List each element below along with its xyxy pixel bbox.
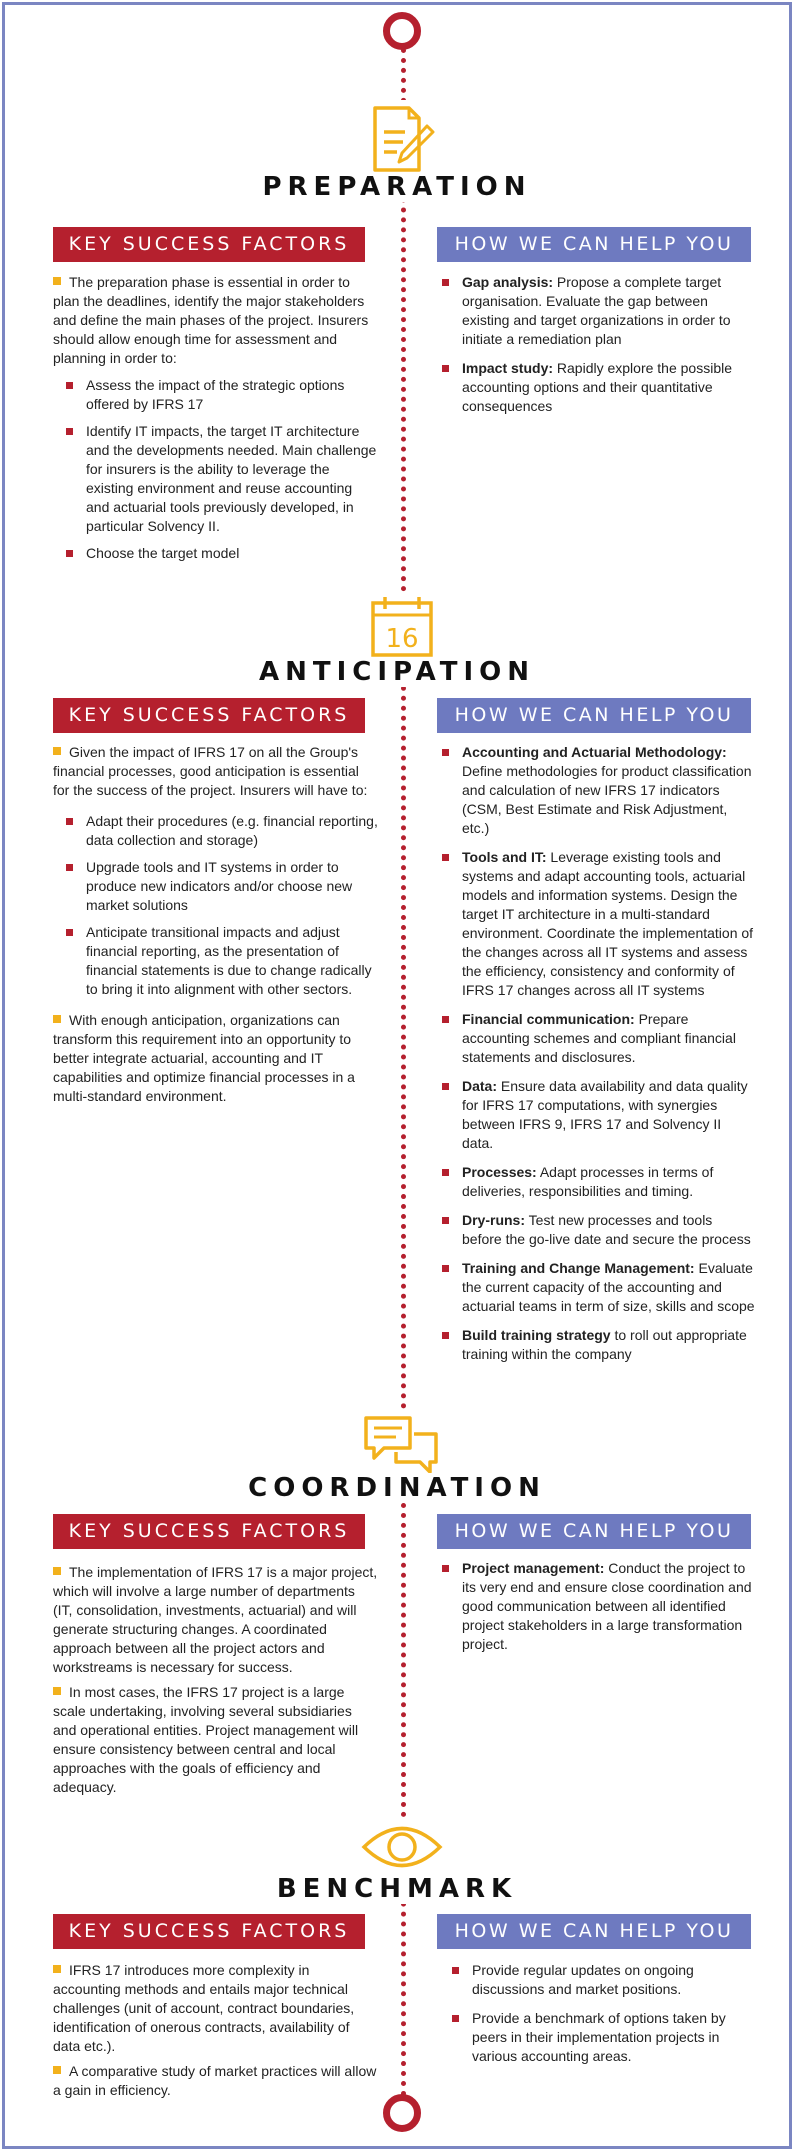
list-item: Data: Ensure data availability and data quality for IFRS 17 computations, with synergies between IFRS 9, IFRS 17 and Solvency II data. xyxy=(440,1077,755,1153)
section-title-coordination: COORDINATION xyxy=(0,1473,794,1503)
list-item: Dry-runs: Test new processes and tools before the go-live date and secure the process xyxy=(440,1211,755,1249)
ksf-header-anticipation: KEY SUCCESS FACTORS xyxy=(53,698,365,733)
list-item: Processes: Adapt processes in terms of deliveries, responsibilities and timing. xyxy=(440,1163,755,1201)
section-title-anticipation: ANTICIPATION xyxy=(0,657,794,687)
list-item: Adapt their procedures (e.g. financial reporting, data collection and storage) xyxy=(53,812,378,850)
list-item: Choose the target model xyxy=(53,544,378,563)
list-item: Assess the impact of the strategic options offered by IFRS 17 xyxy=(53,376,378,414)
bullet-square xyxy=(53,1687,61,1695)
list-item: Build training strategy to roll out appropriate training within the company xyxy=(440,1326,755,1364)
help-coordination xyxy=(440,1559,755,1664)
bullet-square xyxy=(53,2066,61,2074)
section-title-preparation: PREPARATION xyxy=(0,172,794,202)
ksf-header-preparation: KEY SUCCESS FACTORS xyxy=(53,227,365,262)
bullet-square xyxy=(53,277,61,285)
list-item: Project management: Conduct the project to its very end and ensure close coordination and good communication between all identified project stakeholders in a large transformation project. xyxy=(440,1559,755,1654)
list-item: Impact study: Rapidly explore the possible accounting options and their quantitative consequences xyxy=(440,359,755,416)
ksf-coordination: The implementation of IFRS 17 is a major project, which will involve a large number of departments (IT, consolidation, investments, actuarial) and will generate structuring changes. A coordinated approach between all the project actors and workstreams is necessary for success. In most cases, the IFRS 17 project is a large scale undertaking, involving several subsidiaries and operational entities. Project management will ensure consistency between central and local approaches with the goals of efficiency and adequacy. xyxy=(53,1564,378,1795)
list-item: Upgrade tools and IT systems in order to produce new indicators and/or choose new market solutions xyxy=(53,858,378,915)
chat-bubbles-icon xyxy=(362,1412,442,1477)
section-title-benchmark: BENCHMARK xyxy=(0,1874,794,1904)
bullet-square xyxy=(53,1567,61,1575)
help-benchmark xyxy=(450,1961,755,2076)
bullet-square xyxy=(53,1015,61,1023)
help-header-anticipation: HOW WE CAN HELP YOU xyxy=(437,698,751,733)
help-header-preparation: HOW WE CAN HELP YOU xyxy=(437,227,751,262)
help-anticipation xyxy=(440,743,755,1374)
list-item: Tools and IT: Leverage existing tools and systems and adapt accounting tools, actuarial models and information systems. Design the target IT architecture in a multi-standard environment. Coordinate the implementation of the changes across all IT systems and assess the efficiency, consistency and conformity of IFRS 17 changes across all IT systems xyxy=(440,848,755,1000)
list-item: Financial communication: Prepare accounting schemes and compliant financial statements and disclosures. xyxy=(440,1010,755,1067)
help-header-benchmark: HOW WE CAN HELP YOU xyxy=(437,1914,751,1949)
help-preparation xyxy=(440,273,755,426)
document-pen-icon xyxy=(365,100,440,180)
list-item: Provide regular updates on ongoing discussions and market positions. xyxy=(450,1961,755,1999)
timeline-start-ring xyxy=(383,12,421,50)
ksf-header-benchmark: KEY SUCCESS FACTORS xyxy=(53,1914,365,1949)
list-item: Training and Change Management: Evaluate the current capacity of the accounting and actuarial teams in term of size, skills and scope xyxy=(440,1259,755,1316)
help-header-coordination: HOW WE CAN HELP YOU xyxy=(437,1514,751,1549)
eye-icon xyxy=(360,1818,444,1876)
ksf-benchmark: IFRS 17 introduces more complexity in accounting methods and entails major technical challenges (unit of account, contract boundaries, identification of onerous contracts, availability of data etc.). A comparative study of market practices will allow a gain in efficiency. xyxy=(53,1962,377,2098)
ksf-anticipation: Given the impact of IFRS 17 on all the Group's financial processes, good anticipation is essential for the success of the project. Insurers will have to: Adapt their procedures (e.g. financial reporting, data collection and storage) Upgrade tools and IT systems in order to produce new indicators and/or choose new market solutions Anticipate transitional impacts and adjust financial reporting, as the presentation of financial statements is due to change radically to bring it into alignment with other sectors. With enough anticipation, organizations can transform this requirement into an opportunity to better integrate actuarial, accounting and IT capabilities and optimize financial processes in a multi-standard environment. xyxy=(53,744,378,1104)
bullet-square xyxy=(53,1965,61,1973)
list-item: Accounting and Actuarial Methodology: Define methodologies for product classification and calculation of new IFRS 17 indicators (CSM, Best Estimate and Risk Adjustment, etc.) xyxy=(440,743,755,838)
svg-text:16: 16 xyxy=(385,624,419,654)
timeline-dotted-line xyxy=(401,48,406,2098)
calendar-icon xyxy=(365,595,440,660)
list-item: Identify IT impacts, the target IT architecture and the developments needed. Main challenge for insurers is the ability to leverage the existing environment and reuse accounting and actuarial tools previously developed, in particular Solvency II. xyxy=(53,422,378,536)
timeline-end-ring xyxy=(383,2094,421,2132)
list-item: Provide a benchmark of options taken by peers in their implementation projects in various accounting areas. xyxy=(450,2009,755,2066)
ksf-header-coordination: KEY SUCCESS FACTORS xyxy=(53,1514,365,1549)
list-item: Gap analysis: Propose a complete target organisation. Evaluate the gap between existing and target organizations in order to initiate a remediation plan xyxy=(440,273,755,349)
ksf-preparation: The preparation phase is essential in order to plan the deadlines, identify the major stakeholders and define the main phases of the project. Insurers should allow enough time for assessment and planning in order to: Assess the impact of the strategic options offered by IFRS 17 Identify IT impacts, the target IT architecture and the developments needed. Main challenge for insurers is the ability to leverage the existing environment and reuse accounting and actuarial tools previously developed, in particular Solvency II. Choose the target model xyxy=(53,274,377,561)
list-item: Anticipate transitional impacts and adjust financial reporting, as the presentation of financial statements is due to change radically to bring it into alignment with other sectors. xyxy=(53,923,378,999)
bullet-square xyxy=(53,747,61,755)
